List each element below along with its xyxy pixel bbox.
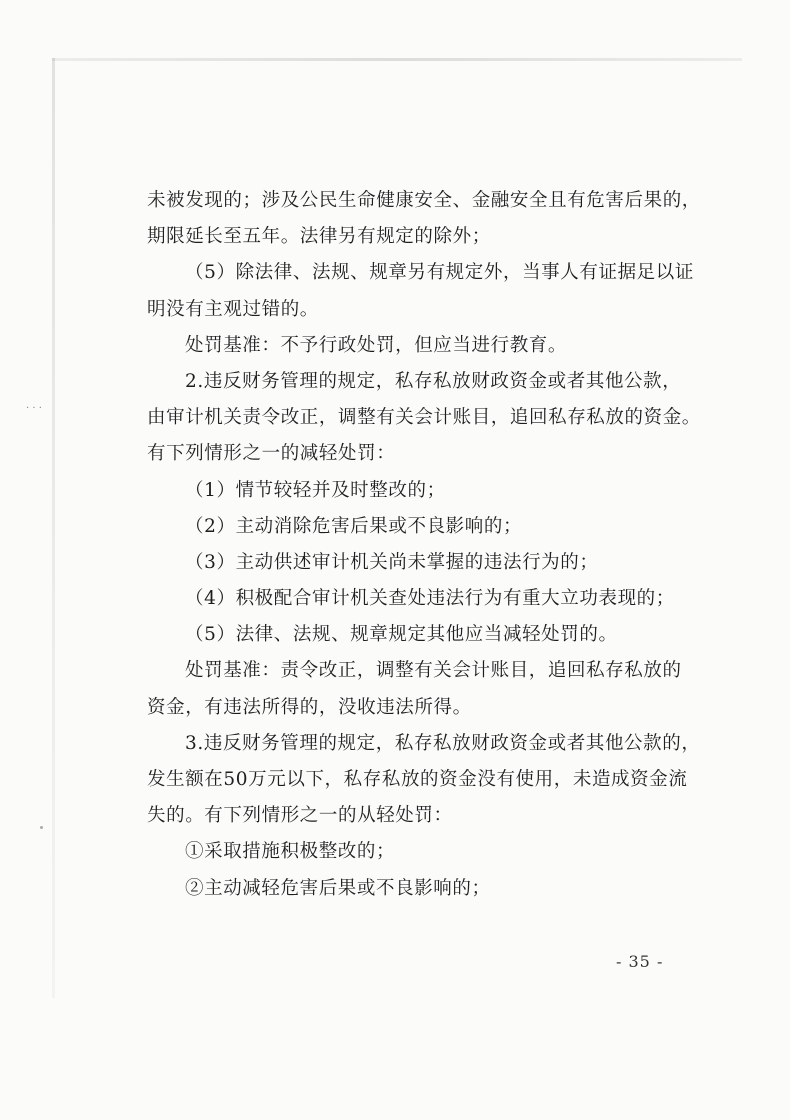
list-item: ②主动减轻危害后果或不良影响的； <box>185 877 491 899</box>
text-line: 发生额在50万元以下，私存私放的资金没有使用，未造成资金流 <box>147 769 688 790</box>
text-line: 未被发现的；涉及公民生命健康安全、金融安全且有危害后果的， <box>147 190 701 211</box>
list-item: （3）主动供述审计机关尚未掌握的违法行为的； <box>185 551 599 573</box>
text-line: 处罚基准：责令改正，调整有关会计账目，追回私存私放的 <box>185 660 682 682</box>
text-line: 有下列情形之一的减轻处罚： <box>147 443 396 465</box>
page-number: - 35 - <box>616 952 664 971</box>
text-line: 2.违反财务管理的规定，私存私放财政资金或者其他公款， <box>185 370 682 392</box>
text-line: 失的。有下列情形之一的从轻处罚： <box>147 805 453 827</box>
text-line: 处罚基准：不予行政处罚，但应当进行教育。 <box>185 334 568 356</box>
scan-speck: · · · <box>26 403 42 414</box>
list-item: （4）积极配合审计机关查处违法行为有重大立功表现的； <box>185 588 675 610</box>
list-item: ①采取措施积极整改的； <box>185 841 396 863</box>
text-line: 明没有主观过错的。 <box>147 298 319 320</box>
text-line: 资金，有违法所得的，没收违法所得。 <box>147 696 472 718</box>
text-line: 3.违反财务管理的规定，私存私放财政资金或者其他公款的， <box>185 732 701 754</box>
text-line: 由审计机关责令改正，调整有关会计账目，追回私存私放的资金。 <box>147 407 701 429</box>
list-item: （1）情节较轻并及时整改的； <box>185 479 446 501</box>
document-body <box>147 187 701 911</box>
list-item: （5）法律、法规、规章规定其他应当减轻处罚的。 <box>185 624 618 646</box>
text-line: （5）除法律、法规、规章另有规定外，当事人有证据足以证 <box>185 262 694 284</box>
scan-speck <box>40 826 43 829</box>
list-item: （2）主动消除危害后果或不良影响的； <box>185 515 523 537</box>
text-line: 期限延长至五年。法律另有规定的除外； <box>147 226 491 248</box>
